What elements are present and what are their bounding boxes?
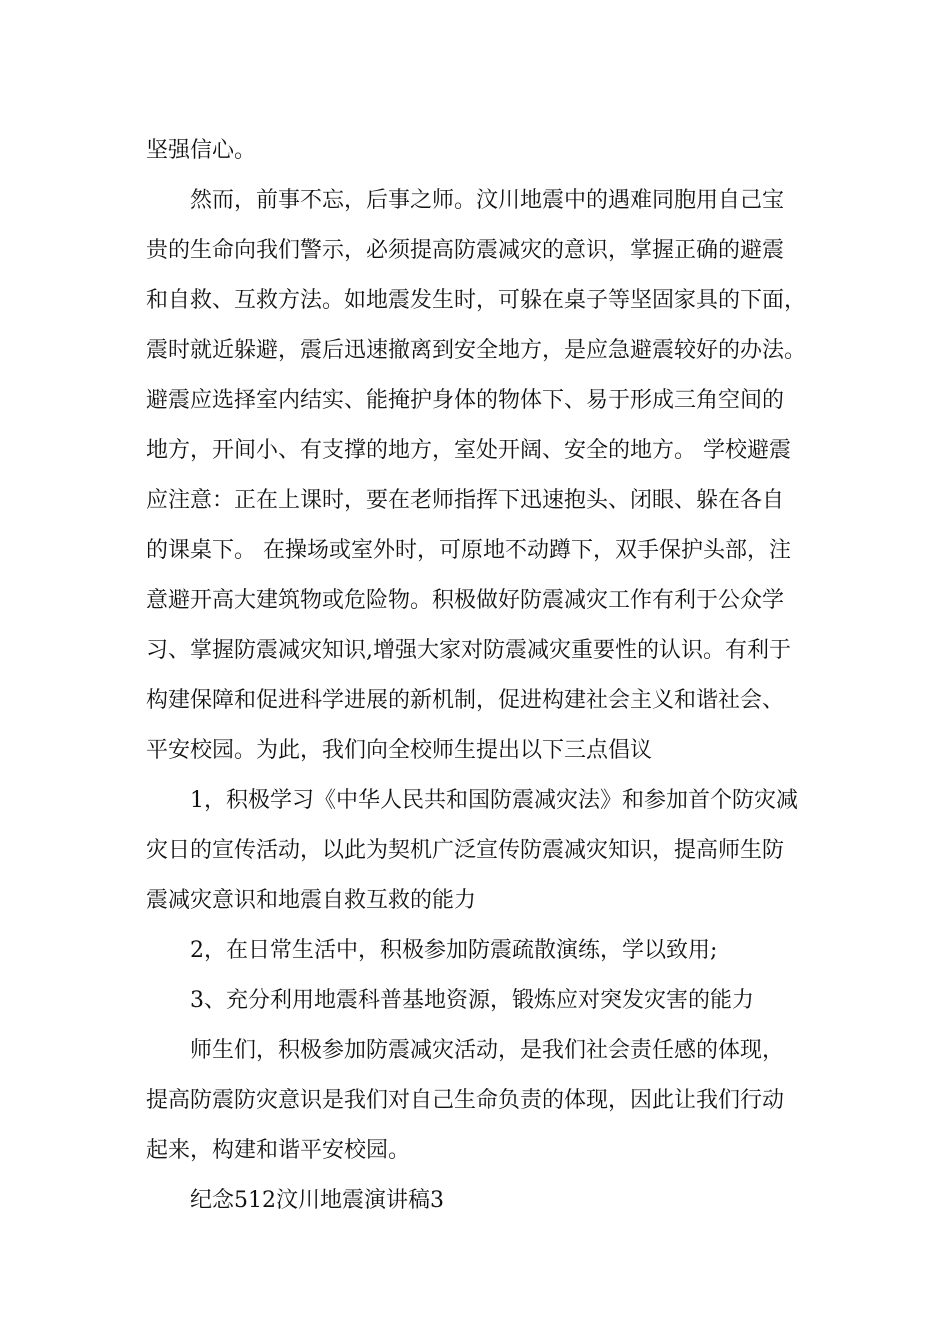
list-item-1-line: 1，积极学习《中华人民共和国防震减灾法》和参加首个防灾减 bbox=[190, 788, 798, 813]
text-line: 意避开高大建筑物或危险物。积极做好防震减灾工作有利于公众学 bbox=[146, 588, 785, 613]
text-line: 震时就近躲避，震后迅速撤离到安全地方，是应急避震较好的办法。 bbox=[146, 338, 807, 363]
text-line: 平安校园。为此，我们向全校师生提出以下三点倡议 bbox=[146, 738, 653, 763]
section-heading: 纪念512汶川地震演讲稿3 bbox=[190, 1188, 444, 1213]
list-item-3-line: 3、充分利用地震科普基地资源，锻炼应对突发灾害的能力 bbox=[190, 988, 754, 1013]
text-line: 提高防震防灾意识是我们对自己生命负责的体现，因此让我们行动 bbox=[146, 1088, 785, 1113]
paragraph-start-line: 师生们，积极参加防震减灾活动，是我们社会责任感的体现， bbox=[190, 1038, 785, 1063]
text-line: 地方，开间小、有支撑的地方，室处开阔、安全的地方。 学校避震 bbox=[146, 438, 791, 463]
paragraph-start-line: 然而，前事不忘，后事之师。汶川地震中的遇难同胞用自己宝 bbox=[190, 188, 785, 213]
text-line: 和自救、互救方法。如地震发生时，可躲在桌子等坚固家具的下面， bbox=[146, 288, 807, 313]
text-line: 震减灾意识和地震自救互救的能力 bbox=[146, 888, 477, 913]
text-line: 避震应选择室内结实、能掩护身体的物体下、易于形成三角空间的 bbox=[146, 388, 785, 413]
list-item-2-line: 2，在日常生活中，积极参加防震疏散演练，学以致用; bbox=[190, 938, 718, 963]
text-line: 习、掌握防震减灾知识,增强大家对防震减灾重要性的认识。有利于 bbox=[146, 638, 791, 663]
text-line: 应注意：正在上课时，要在老师指挥下迅速抱头、闭眼、躲在各自 bbox=[146, 488, 785, 513]
text-line: 的课桌下。 在操场或室外时，可原地不动蹲下，双手保护头部，注 bbox=[146, 538, 791, 563]
text-line: 起来，构建和谐平安校园。 bbox=[146, 1138, 411, 1163]
text-line: 坚强信心。 bbox=[146, 138, 257, 163]
text-line: 灾日的宣传活动，以此为契机广泛宣传防震减灾知识，提高师生防 bbox=[146, 838, 785, 863]
text-line: 构建保障和促进科学进展的新机制，促进构建社会主义和谐社会、 bbox=[146, 688, 785, 713]
text-line: 贵的生命向我们警示，必须提高防震减灾的意识，掌握正确的避震 bbox=[146, 238, 785, 263]
